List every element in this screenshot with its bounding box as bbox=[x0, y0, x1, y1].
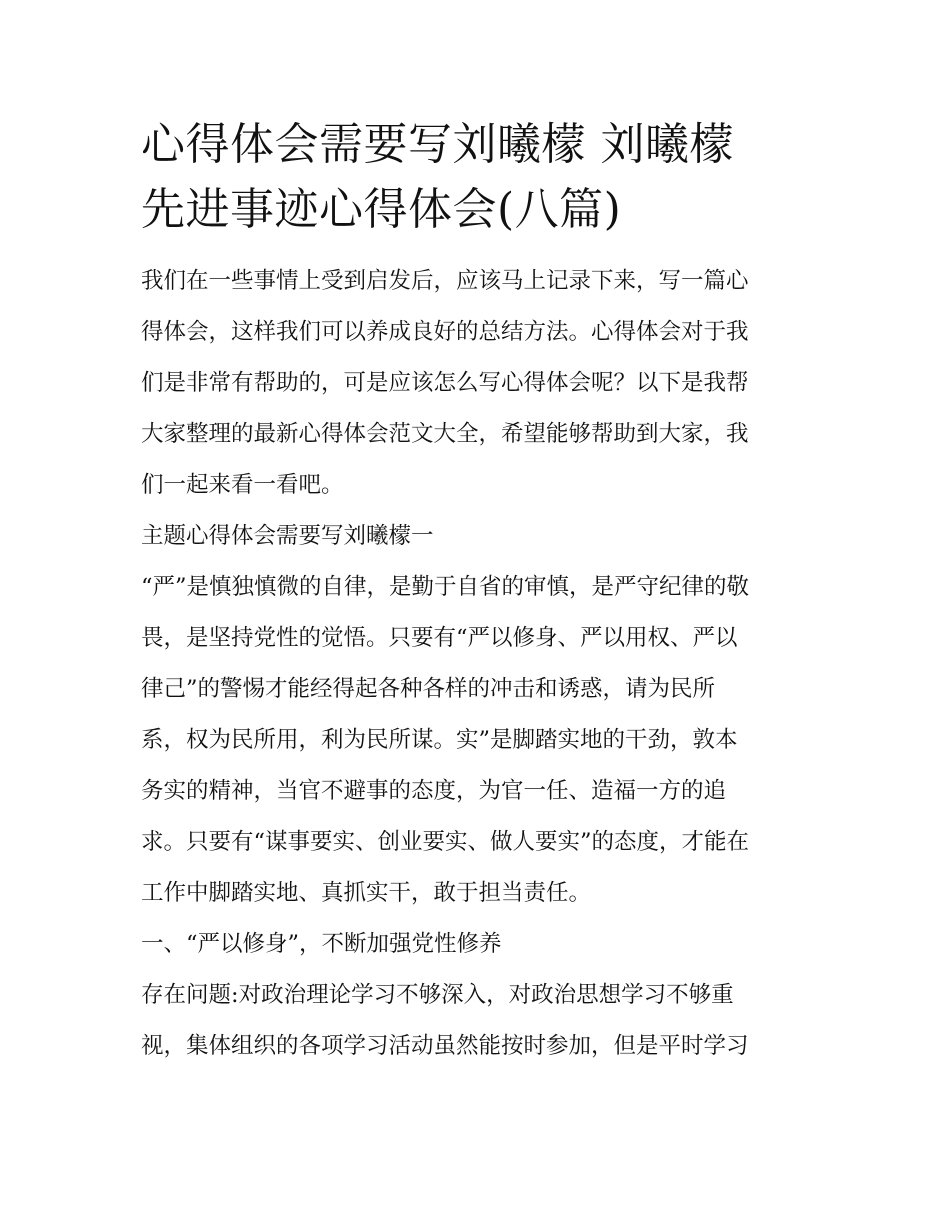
text-line: 务实的精神，当官不避事的态度，为官一任、造福一方的追 bbox=[141, 778, 727, 804]
text-line: 们一起来看一看吧。 bbox=[141, 472, 344, 498]
text-line: 一、“严以修身”，不断加强党性修养 bbox=[141, 931, 502, 957]
text-line: 畏，是坚持党性的觉悟。只要有“严以修身、严以用权、严以 bbox=[141, 625, 738, 651]
document-title bbox=[141, 112, 821, 242]
text-line: 系，权为民所用，利为民所谋。实”是脚踏实地的干劲，敦本 bbox=[141, 727, 738, 753]
body-paragraph bbox=[141, 562, 821, 919]
text-line: “严”是慎独慎微的自律，是勤于自省的审慎，是严守纪律的敬 bbox=[141, 574, 750, 600]
title-line: 先进事迹心得体会(八篇) bbox=[141, 184, 622, 235]
text-line: 存在问题:对政治理论学习不够深入，对政治思想学习不够重 bbox=[141, 982, 734, 1008]
text-line: 求。只要有“谋事要实、创业要实、做人要实”的态度，才能在 bbox=[141, 829, 750, 855]
subsection-heading bbox=[141, 919, 821, 970]
text-line: 工作中脚踏实地、真抓实干，敢于担当责任。 bbox=[141, 880, 592, 906]
document-page bbox=[141, 112, 821, 1072]
text-line: 主题心得体会需要写刘曦檬一 bbox=[141, 523, 434, 549]
text-line: 律己”的警惕才能经得起各种各样的冲击和诱惑，请为民所 bbox=[141, 676, 716, 702]
text-line: 我们在一些事情上受到启发后，应该马上记录下来，写一篇心 bbox=[141, 268, 749, 294]
section-heading bbox=[141, 511, 821, 562]
text-line: 视，集体组织的各项学习活动虽然能按时参加，但是平时学习 bbox=[141, 1033, 749, 1059]
text-line: 得体会，这样我们可以养成良好的总结方法。心得体会对于我 bbox=[141, 319, 749, 345]
intro-paragraph bbox=[141, 256, 821, 511]
title-line: 心得体会需要写刘曦檬 刘曦檬 bbox=[141, 119, 734, 170]
body-paragraph bbox=[141, 970, 821, 1072]
text-line: 们是非常有帮助的，可是应该怎么写心得体会呢？以下是我帮 bbox=[141, 370, 749, 396]
text-line: 大家整理的最新心得体会范文大全，希望能够帮助到大家，我 bbox=[141, 421, 749, 447]
document-body bbox=[141, 256, 821, 1072]
